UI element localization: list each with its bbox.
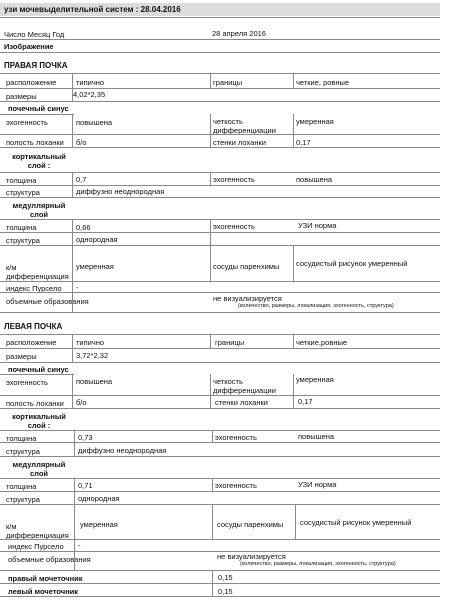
left-echogenicity-value: повышена — [76, 377, 113, 386]
left-location-value: типично — [76, 338, 105, 347]
right-borders-label: границы — [213, 78, 243, 87]
right-borders-value: четкие, ровные — [296, 78, 350, 87]
left-location-label: расположение — [6, 338, 57, 347]
right-location-value: типично — [76, 78, 105, 87]
right-cortical-thickness-label: толщина — [6, 176, 37, 185]
left-purselo-label: индекс Пурсело — [8, 542, 64, 551]
left-volume-label: объемные образования — [8, 555, 91, 564]
right-volume-value: не визуализируется — [213, 294, 282, 303]
left-kidney-title: ЛЕВАЯ ПОЧКА — [4, 322, 63, 331]
left-size-label: размеры — [6, 352, 37, 361]
left-cortical-structure-label: структура — [6, 447, 40, 456]
left-sinus-title: почечный синус — [8, 365, 69, 374]
right-medullary-thickness-value: 0,66 — [76, 223, 91, 232]
right-ureter-value: 0,15 — [218, 573, 233, 582]
report-title: узи мочевыделительной систем : 28.04.2016 — [4, 5, 181, 14]
date-value: 28 апреля 2016 — [212, 29, 266, 38]
right-size-value: 4,02*2,35 — [73, 90, 106, 99]
left-medullary-structure-label: структура — [6, 495, 40, 504]
left-pelvis-walls-label: стенки лоханки — [215, 398, 268, 407]
left-km-label: к/м дифференциация — [6, 522, 69, 540]
left-vessels-label: сосуды паренхимы — [217, 520, 284, 529]
image-label: Изображение — [4, 42, 54, 51]
right-vessels-value: сосудистый рисунок умеренный — [296, 259, 408, 268]
left-differentiation-label: четкость дифференциации — [213, 377, 276, 395]
right-cortical-echo-label: эхогенность — [213, 175, 255, 184]
right-pelvis-value: б/о — [76, 138, 87, 147]
left-ureter-label: левый мочеточник — [8, 587, 79, 596]
right-medullary-thickness-label: толщина — [6, 223, 37, 232]
right-medullary-echo-value: УЗИ норма — [298, 221, 337, 230]
left-cortical-structure-value: диффузно неоднородная — [78, 446, 167, 455]
left-borders-label: границы — [215, 338, 245, 347]
left-medullary-echo-label: эхогенность — [215, 481, 257, 490]
left-purselo-value: - — [78, 541, 81, 550]
right-location-label: расположение — [6, 78, 57, 87]
left-pelvis-walls-value: 0,17 — [298, 397, 313, 406]
right-cortical-title: кортикальный слой : — [12, 152, 66, 170]
date-label: Число Месяц Год — [4, 30, 65, 39]
left-volume-hint: (количество, размеры, локализация, эхогенность, структура) — [240, 561, 396, 567]
left-vessels-value: сосудистый рисунок умеренный — [300, 518, 412, 527]
left-size-value: 3,72*2,32 — [76, 351, 109, 360]
right-echogenicity-value: повышена — [76, 118, 113, 127]
right-cortical-structure-value: диффузно неоднородная — [76, 187, 165, 196]
right-pelvis-label: полость лоханки — [6, 138, 64, 147]
left-differentiation-value: умеренная — [296, 375, 334, 384]
right-volume-hint: (количество, размеры, локализация, эхогенность, структура) — [238, 303, 394, 309]
left-km-value: умеренная — [80, 520, 118, 529]
right-cortical-thickness-value: 0,7 — [76, 175, 87, 184]
right-volume-label: объемные образования — [6, 297, 89, 306]
right-purselo-label: индекс Пурсело — [6, 284, 62, 293]
right-sinus-title: почечный синус — [8, 104, 69, 113]
right-differentiation-value: умеренная — [296, 117, 334, 126]
right-echogenicity-label: эхогенность — [6, 118, 48, 127]
right-medullary-title: медуллярный слой — [12, 201, 66, 219]
left-pelvis-value: б/о — [76, 398, 87, 407]
right-pelvis-walls-label: стенки лоханки — [213, 138, 266, 147]
left-cortical-echo-value: повышена — [298, 432, 335, 441]
left-medullary-echo-value: УЗИ норма — [298, 480, 337, 489]
left-volume-value: не визуализируется — [217, 552, 286, 561]
right-medullary-structure-label: структура — [6, 236, 40, 245]
right-differentiation-label: четкость дифференциации — [213, 117, 276, 135]
left-medullary-title: медуллярный слой — [12, 460, 66, 478]
right-medullary-structure-value: однородная — [76, 235, 118, 244]
left-cortical-title: кортикальный слой : — [12, 412, 66, 430]
right-km-label: к/м дифференциация — [6, 263, 69, 281]
left-cortical-thickness-value: 0,73 — [78, 433, 93, 442]
left-medullary-thickness-label: толщина — [6, 482, 37, 491]
left-ureter-value: 0,15 — [218, 587, 233, 596]
left-cortical-echo-label: эхогенность — [215, 433, 257, 442]
right-purselo-value: - — [76, 283, 79, 292]
left-borders-value: четкие,ровные — [296, 338, 348, 347]
right-medullary-echo-label: эхогенность — [213, 222, 255, 231]
right-cortical-structure-label: структура — [6, 188, 40, 197]
right-ureter-label: правый мочеточник — [8, 574, 83, 583]
left-echogenicity-label: эхогенность — [6, 378, 48, 387]
left-medullary-thickness-value: 0,71 — [78, 481, 93, 490]
right-km-value: умеренная — [76, 262, 114, 271]
right-pelvis-walls-value: 0,17 — [296, 138, 311, 147]
right-kidney-title: ПРАВАЯ ПОЧКА — [4, 61, 68, 70]
right-size-label: размеры — [6, 92, 37, 101]
right-vessels-label: сосуды паренхимы — [213, 262, 280, 271]
left-cortical-thickness-label: толщина — [6, 434, 37, 443]
left-medullary-structure-value: однородная — [78, 494, 120, 503]
right-cortical-echo-value: повышена — [296, 175, 333, 184]
left-pelvis-label: полость лоханки — [6, 399, 64, 408]
